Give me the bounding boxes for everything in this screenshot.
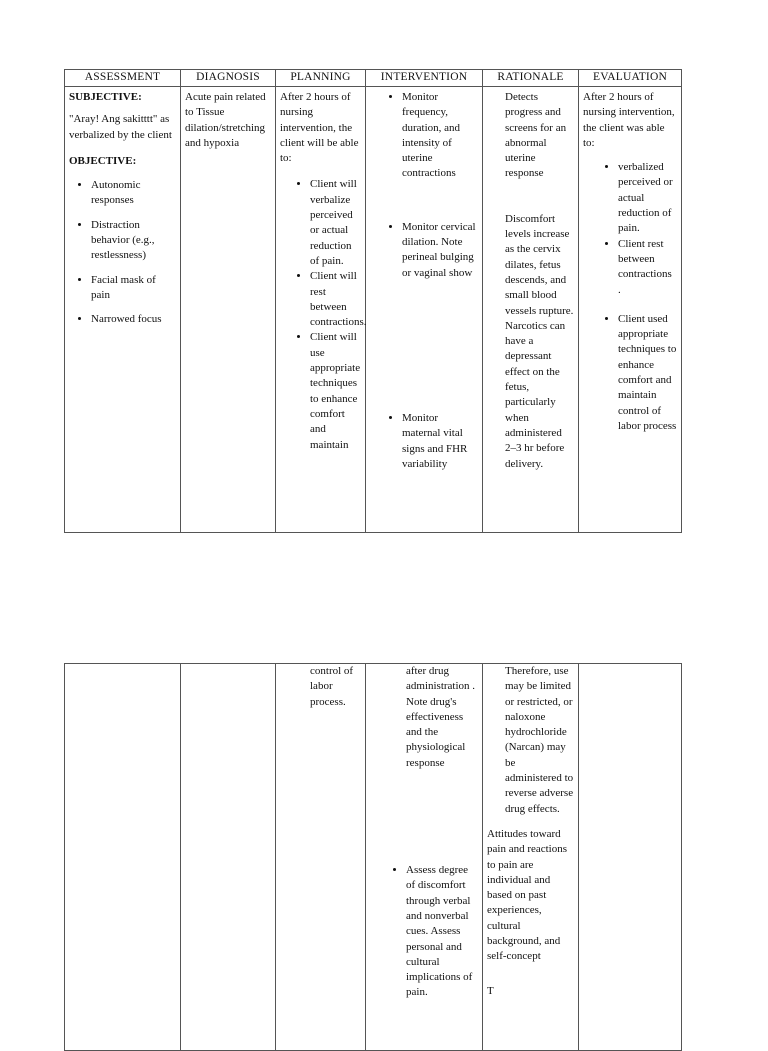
table-row [65, 664, 682, 1051]
assessment-cell [65, 87, 181, 533]
rationale-text-1: Detects progress and screens for an abnormal uterine response [505, 91, 567, 180]
intervention-cell [366, 664, 483, 1051]
list-item: • verbalized perceived or actual reduction of pain. [618, 160, 677, 236]
rationale-text-2: Discomfort levels increase as the cervix dilates, fetus descends, and small blood vessels rupture. Narcotics can have a depressant effect on the fetus, particularly when administered 2–3 hr before delivery. [505, 212, 574, 470]
intervention-cell [366, 87, 483, 533]
planning-cell [276, 664, 366, 1051]
diagnosis-cell [181, 87, 276, 533]
list-item: • Monitor frequency, duration, and intensity of uterine contractions [402, 90, 478, 182]
rationale-cell [483, 664, 579, 1051]
rationale-cell [483, 87, 579, 533]
list-item: • Client will verbalize perceived or actual reduction of pain. [310, 177, 361, 269]
subjective-text: "Aray! Ang sakitttt" as verbalized by the client [69, 113, 172, 141]
care-plan-table-page1 [64, 69, 682, 533]
list-item: • Client will rest between contractions. [310, 269, 361, 330]
rationale-continued: Therefore, use may be limited or restricted, or naloxone hydrochloride (Narcan) may be administered to reverse adverse drug effects. [505, 665, 574, 815]
list-item: • Monitor cervical dilation. Note perineal bulging or vaginal show [402, 220, 478, 281]
header-assessment: ASSESSMENT [65, 70, 181, 87]
diagnosis-cell [181, 664, 276, 1051]
list-item: • Client used appropriate techniques to enhance comfort and maintain control of labor process [618, 312, 677, 434]
objective-label: OBJECTIVE: [69, 154, 137, 167]
planning-intro: After 2 hours of nursing intervention, the client will be able to: [280, 91, 359, 165]
evaluation-list [583, 160, 677, 434]
list-item: • Monitor maternal vital signs and FHR variability [402, 411, 478, 472]
objective-list [69, 178, 176, 327]
diagnosis-text: Acute pain related to Tissue dilation/stretching and hypoxia [185, 91, 266, 149]
header-evaluation: EVALUATION [579, 70, 682, 87]
list-item: • Client will use appropriate techniques to enhance comfort and maintain [310, 330, 361, 452]
rationale-cut-text: T [487, 984, 494, 997]
header-rationale: RATIONALE [483, 70, 579, 87]
list-item: • Facial mask of pain [91, 273, 176, 304]
header-intervention: INTERVENTION [366, 70, 483, 87]
assessment-cell [65, 664, 181, 1051]
planning-continued: control of labor process. [310, 665, 354, 708]
intervention-list [366, 863, 478, 1001]
rationale-text-3: Attitudes toward pain and reactions to pain are individual and based on past experiences, cultural background, and self-concept [487, 827, 568, 963]
intervention-list [370, 90, 478, 472]
evaluation-intro: After 2 hours of nursing intervention, the client was able to: [583, 91, 675, 149]
header-diagnosis: DIAGNOSIS [181, 70, 276, 87]
subjective-label: SUBJECTIVE: [69, 91, 142, 103]
list-item: • Narrowed focus [91, 312, 176, 327]
header-planning: PLANNING [276, 70, 366, 87]
planning-cell [276, 87, 366, 533]
evaluation-cell [579, 664, 682, 1051]
care-plan-table-page2 [64, 663, 682, 1051]
list-item: • Client rest between contractions . [618, 237, 677, 298]
list-item: • Autonomic responses [91, 178, 176, 209]
evaluation-cell [579, 87, 682, 533]
list-item: • Distraction behavior (e.g., restlessness) [91, 218, 176, 264]
header-row [65, 70, 682, 87]
planning-list [280, 177, 367, 452]
list-item: • Assess degree of discomfort through verbal and nonverbal cues. Assess personal and cultural implications of pain. [406, 863, 478, 1001]
intervention-continued: after drug administration . Note drug's effectiveness and the physiological response [406, 665, 476, 769]
table-row [65, 87, 682, 533]
